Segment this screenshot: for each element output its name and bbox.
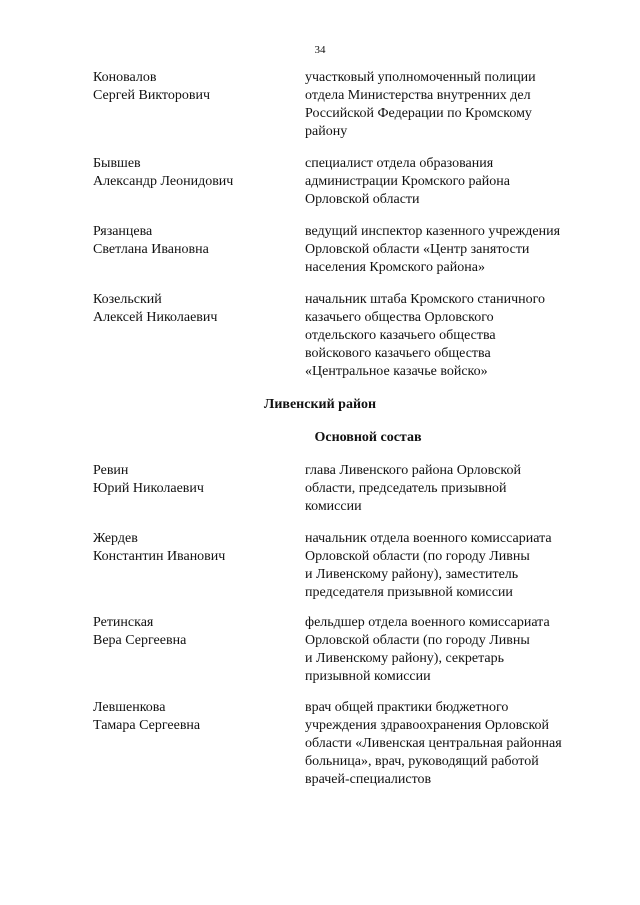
member-given-names: Вера Сергеевна — [93, 633, 187, 648]
role-line: Орловской области (по городу Ливны — [305, 633, 530, 648]
role-line: отдела Министерства внутренних дел — [305, 88, 531, 103]
role-line: району — [305, 124, 348, 139]
member-role — [305, 530, 595, 602]
member-role — [305, 223, 595, 277]
role-line: врачей-специалистов — [305, 772, 432, 787]
member-name — [93, 291, 293, 327]
role-line: призывной комиссии — [305, 669, 431, 684]
role-line: комиссии — [305, 499, 362, 514]
member-surname: Бывшев — [93, 156, 141, 171]
member-role — [305, 614, 595, 686]
role-line: «Центральное казачье войско» — [305, 364, 488, 379]
role-line: Российской Федерации по Кромскому — [305, 106, 532, 121]
role-line: войскового казачьего общества — [305, 346, 491, 361]
member-surname: Ретинская — [93, 615, 154, 630]
district-heading: Ливенский район — [263, 397, 377, 412]
role-line: начальник штаба Кромского станичного — [305, 292, 546, 307]
member-given-names: Юрий Николаевич — [93, 481, 204, 496]
role-line: Орловской области — [305, 192, 420, 207]
member-surname: Левшенкова — [93, 700, 166, 715]
member-surname: Рязанцева — [93, 224, 153, 239]
role-line: администрации Кромского района — [305, 174, 510, 189]
page-number: 34 — [314, 44, 326, 56]
member-role — [305, 462, 595, 516]
member-surname: Коновалов — [93, 70, 157, 85]
role-line: врач общей практики бюджетного — [305, 700, 509, 715]
role-line: казачьего общества Орловского — [305, 310, 494, 325]
member-role — [305, 699, 595, 789]
role-line: области, председатель призывной — [305, 481, 507, 496]
role-line: отдельского казачьего общества — [305, 328, 496, 343]
member-name — [93, 155, 293, 191]
role-line: специалист отдела образования — [305, 156, 494, 171]
role-line: ведущий инспектор казенного учреждения — [305, 224, 561, 239]
member-given-names: Тамара Сергеевна — [93, 718, 201, 733]
member-role — [305, 291, 595, 381]
member-name — [93, 223, 293, 259]
member-role — [305, 69, 595, 141]
role-line: глава Ливенского района Орловской — [305, 463, 521, 478]
role-line: и Ливенскому району), секретарь — [305, 651, 504, 666]
member-role — [305, 155, 595, 209]
role-line: начальник отдела военного комиссариата — [305, 531, 552, 546]
member-given-names: Александр Леонидович — [93, 174, 234, 189]
member-name — [93, 462, 293, 498]
member-name — [93, 614, 293, 650]
role-line: участковый уполномоченный полиции — [305, 70, 536, 85]
role-line: области «Ливенская центральная районная — [305, 736, 562, 751]
role-line: больница», врач, руководящий работой — [305, 754, 539, 769]
member-given-names: Сергей Викторович — [93, 88, 211, 103]
member-name — [93, 530, 293, 566]
member-name — [93, 69, 293, 105]
member-given-names: Светлана Ивановна — [93, 242, 209, 257]
role-line: учреждения здравоохранения Орловской — [305, 718, 550, 733]
role-line: фельдшер отдела военного комиссариата — [305, 615, 550, 630]
member-given-names: Константин Иванович — [93, 549, 226, 564]
role-line: председателя призывной комиссии — [305, 585, 513, 600]
member-surname: Жердев — [93, 531, 138, 546]
member-name — [93, 699, 293, 735]
member-given-names: Алексей Николаевич — [93, 310, 218, 325]
role-line: населения Кромского района» — [305, 260, 485, 275]
member-surname: Ревин — [93, 463, 129, 478]
member-surname: Козельский — [93, 292, 162, 307]
role-line: и Ливенскому району), заместитель — [305, 567, 519, 582]
role-line: Орловской области (по городу Ливны — [305, 549, 530, 564]
composition-subheading: Основной состав — [314, 430, 422, 445]
role-line: Орловской области «Центр занятости — [305, 242, 530, 257]
